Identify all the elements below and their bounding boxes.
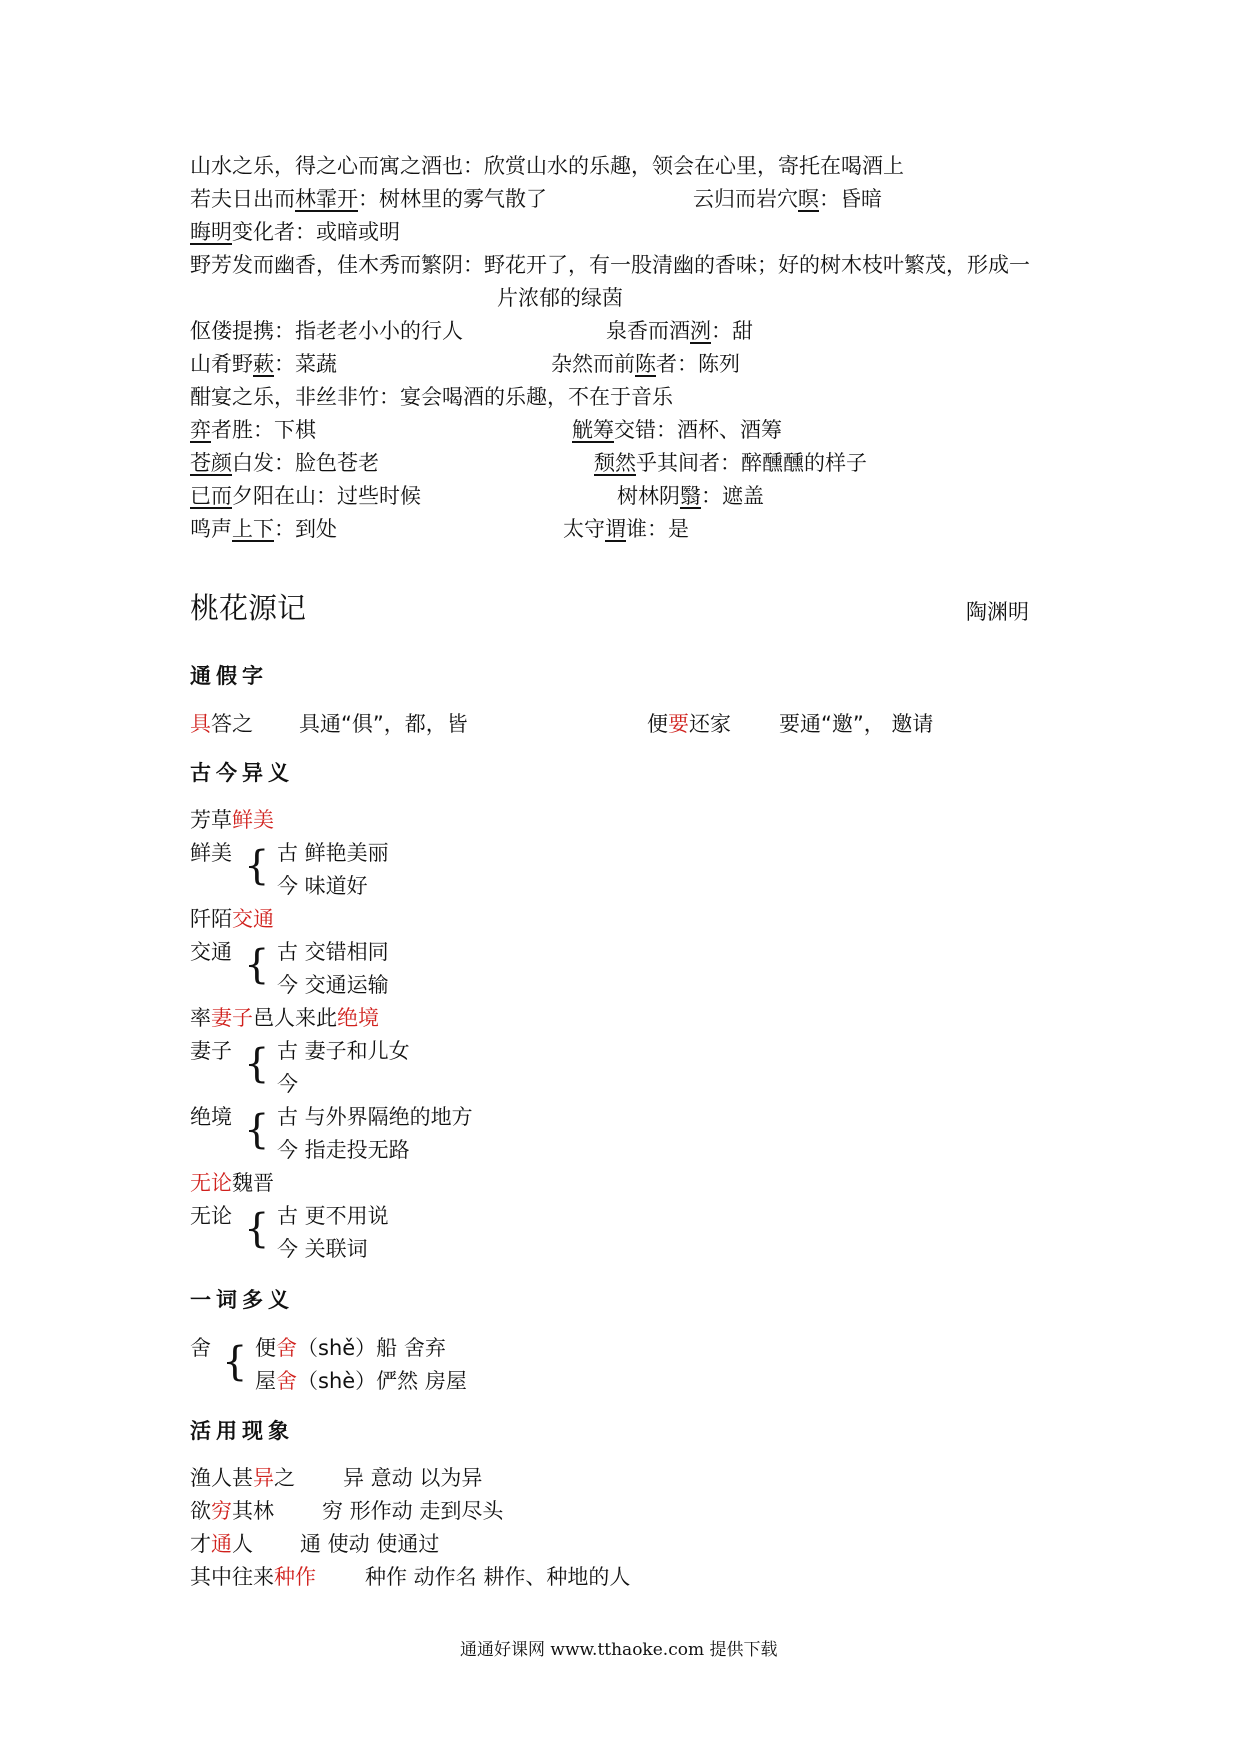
note-line-7: 酣宴之乐，非丝非竹：宴会喝酒的乐趣，不在于音乐 [190,385,673,409]
gujin-jin-1: 今 味道好 [277,874,368,898]
page-title: 桃花源记 [190,591,307,625]
gujin-word-2: 交通 [190,940,232,964]
brace-icon: { [244,942,270,988]
section-heading-yici: 一词多义 [190,1287,294,1312]
note-line-11a: 鸣声上下：到处 [190,517,337,541]
note-line-4: 野芳发而幽香，佳木秀而繁阴：野花开了，有一股清幽的香味；好的树木枝叶繁茂，形成一 [190,253,1030,277]
note-line-11b: 太守谓谁：是 [563,517,689,541]
tongjia-example-a: 具答之 [190,712,253,736]
gujin-word-3: 妻子 [190,1039,232,1063]
huoyong-example-2: 欲穷其林 [190,1499,274,1523]
gujin-sentence-1: 芳草鲜美 [190,808,274,832]
gujin-word-4: 绝境 [190,1105,232,1129]
note-line-2b: 云归而岩穴暝：昏暗 [693,187,882,211]
yici-meaning-a: 便舍（shě）船 舍弃 [255,1336,446,1360]
section-heading-huoyong: 活用现象 [190,1418,294,1443]
footer-credit: 通通好课网 www.tthaoke.com 提供下载 [460,1640,778,1660]
gujin-sentence-3: 率妻子邑人来此绝境 [190,1006,379,1030]
gujin-jin-3: 今 [277,1072,298,1096]
section-heading-gujin: 古今异义 [190,760,294,785]
note-line-8b: 觥筹交错：酒杯、酒筹 [572,418,782,442]
section-heading-tongjia: 通假字 [190,663,268,688]
tongjia-explain-b: 要通“邀”， 邀请 [779,712,934,736]
note-line-8a: 弈者胜：下棋 [190,418,316,442]
gujin-sentence-5: 无论魏晋 [190,1171,274,1195]
note-line-3: 晦明变化者：或暗或明 [190,220,400,244]
huoyong-example-3: 才通人 [190,1532,253,1556]
brace-icon: { [244,1206,270,1252]
gujin-gu-1: 古 鲜艳美丽 [277,841,389,865]
huoyong-example-1: 渔人甚异之 [190,1466,295,1490]
note-line-6b: 杂然而前陈者：陈列 [551,352,740,376]
note-line-5b: 泉香而酒洌：甜 [606,319,753,343]
note-line-10a: 已而夕阳在山：过些时候 [190,484,421,508]
gujin-jin-4: 今 指走投无路 [277,1138,410,1162]
huoyong-example-4: 其中往来种作 [190,1565,316,1589]
gujin-word-1: 鲜美 [190,841,232,865]
tongjia-explain-a: 具通“俱”，都，皆 [299,712,468,736]
huoyong-explain-3: 通 使动 使通过 [300,1532,440,1556]
gujin-sentence-2: 阡陌交通 [190,907,274,931]
note-line-2a: 若夫日出而林霏开：树林里的雾气散了 [190,187,547,211]
brace-icon: { [244,1041,270,1087]
note-line-9b: 颓然乎其间者：醉醺醺的样子 [594,451,867,475]
brace-icon: { [244,1107,270,1153]
yici-meaning-b: 屋舍（shè）俨然 房屋 [255,1369,467,1393]
brace-icon: { [222,1339,248,1385]
author: 陶渊明 [966,600,1029,624]
gujin-jin-2: 今 交通运输 [277,973,389,997]
yici-word: 舍 [190,1336,211,1360]
gujin-jin-5: 今 关联词 [277,1237,368,1261]
huoyong-explain-4: 种作 动作名 耕作、种地的人 [365,1565,631,1589]
tongjia-example-b: 便要还家 [647,712,731,736]
gujin-gu-5: 古 更不用说 [277,1204,389,1228]
note-line-6a: 山肴野蔌：菜蔬 [190,352,337,376]
gujin-word-5: 无论 [190,1204,232,1228]
note-line-4-cont: 片浓郁的绿茵 [497,286,623,310]
huoyong-explain-2: 穷 形作动 走到尽头 [322,1499,504,1523]
gujin-gu-3: 古 妻子和儿女 [277,1039,410,1063]
gujin-gu-4: 古 与外界隔绝的地方 [277,1105,473,1129]
note-line-9a: 苍颜白发：脸色苍老 [190,451,379,475]
brace-icon: { [244,843,270,889]
gujin-gu-2: 古 交错相同 [277,940,389,964]
note-line-1: 山水之乐，得之心而寓之酒也：欣赏山水的乐趣，领会在心里，寄托在喝酒上 [190,154,904,178]
huoyong-explain-1: 异 意动 以为异 [343,1466,483,1490]
note-line-10b: 树林阴翳：遮盖 [617,484,764,508]
note-line-5a: 伛偻提携：指老老小小的行人 [190,319,463,343]
